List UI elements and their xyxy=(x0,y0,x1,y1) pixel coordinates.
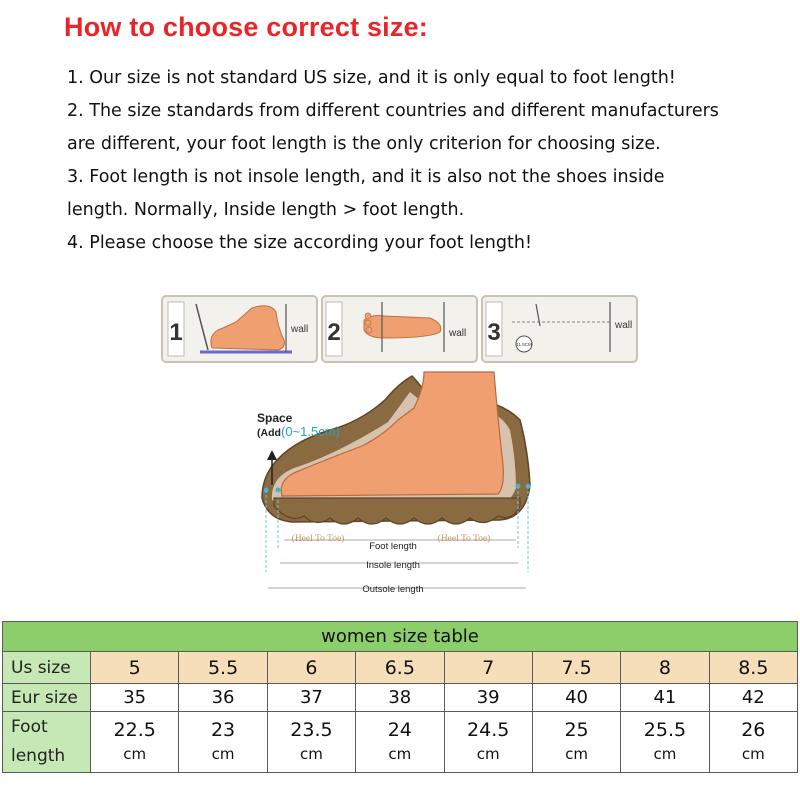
instruction-2-cont: are different, your foot length is the only criterion for choosing size. xyxy=(67,134,661,154)
page-title: How to choose correct size: xyxy=(64,12,428,42)
foot-length-value: 25.5 xyxy=(643,719,687,741)
us-size-cell: 7 xyxy=(444,652,532,684)
unit-label: cm xyxy=(476,745,500,763)
us-size-cell: 5.5 xyxy=(179,652,267,684)
foot-length-cell xyxy=(91,712,179,773)
step-2-number: 2 xyxy=(327,319,341,346)
outsole-length-label: Outsole length xyxy=(362,584,424,595)
size-table-title: women size table xyxy=(3,622,798,652)
instruction-3: 3. Foot length is not insole length, and it is also not the shoes inside xyxy=(67,167,665,187)
us-size-cell: 6 xyxy=(267,652,355,684)
step-2-wall-label: wall xyxy=(449,328,467,339)
foot-length-cell xyxy=(621,712,709,773)
foot-length-value: 25 xyxy=(564,719,589,741)
measuring-diagram xyxy=(0,280,800,610)
foot-length-cell xyxy=(179,712,267,773)
unit-label: cm xyxy=(653,745,677,763)
foot-length-value: 23 xyxy=(210,719,236,741)
eur-size-cell: 35 xyxy=(91,684,179,712)
foot-length-cell xyxy=(532,712,620,773)
step-1-number: 1 xyxy=(169,319,183,346)
eur-size-cell: 41 xyxy=(621,684,709,712)
step-3-number: 3 xyxy=(487,319,501,346)
foot-length-value: 26 xyxy=(741,719,766,741)
foot-length-value: 22.5 xyxy=(113,719,156,741)
unit-label: cm xyxy=(388,745,412,763)
step-1-panel xyxy=(162,296,317,362)
step-3-panel xyxy=(482,296,637,362)
instruction-4: 4. Please choose the size according your foot length! xyxy=(67,233,532,253)
foot-length-value: 24.5 xyxy=(467,719,510,741)
size-table xyxy=(2,621,798,773)
eur-size-cell: 42 xyxy=(709,684,797,712)
step-3-ruler-label: 11.5CM xyxy=(516,342,532,347)
heel-to-toe-left: (Heel To Toe) xyxy=(291,534,345,544)
measurement-lines xyxy=(268,533,526,595)
eur-size-cell: 38 xyxy=(356,684,444,712)
unit-label: cm xyxy=(741,745,765,763)
foot-length-cell xyxy=(356,712,444,773)
eur-size-label: Eur size xyxy=(3,684,91,712)
us-size-label: Us size xyxy=(3,652,91,684)
foot-length-cell xyxy=(709,712,797,773)
insole-length-label: Insole length xyxy=(366,560,420,571)
foot-label-line-1: Foot xyxy=(11,717,48,737)
unit-label: cm xyxy=(565,745,588,763)
foot-length-cell xyxy=(267,712,355,773)
eur-size-cell: 40 xyxy=(532,684,620,712)
step-1-wall-label: wall xyxy=(291,324,309,335)
table-row-us xyxy=(3,652,798,684)
us-size-cell: 7.5 xyxy=(532,652,620,684)
us-size-cell: 5 xyxy=(91,652,179,684)
foot-length-row-label xyxy=(3,712,91,773)
foot-length-label: Foot length xyxy=(369,541,417,552)
foot-length-cell xyxy=(444,712,532,773)
table-row-eur xyxy=(3,684,798,712)
eur-size-cell: 39 xyxy=(444,684,532,712)
us-size-cell: 6.5 xyxy=(356,652,444,684)
us-size-cell: 8.5 xyxy=(709,652,797,684)
us-size-cell: 8 xyxy=(621,652,709,684)
foot-label-line-2: length xyxy=(11,746,66,766)
eur-size-cell: 36 xyxy=(179,684,267,712)
space-label: Space xyxy=(257,411,293,425)
step-3-wall-label: wall xyxy=(615,320,633,331)
add-prefix-label: (Add xyxy=(257,427,281,439)
instruction-1: 1. Our size is not standard US size, and it is only equal to foot length! xyxy=(67,68,676,88)
instruction-2: 2. The size standards from different countries and different manufacturers xyxy=(67,101,719,121)
foot-length-value: 23.5 xyxy=(290,719,333,741)
unit-label: cm xyxy=(211,745,235,763)
heel-to-toe-right: (Heel To Toe) xyxy=(437,534,491,544)
instruction-3-cont: length. Normally, Inside length > foot length. xyxy=(67,200,465,220)
unit-label: cm xyxy=(300,745,323,763)
eur-size-cell: 37 xyxy=(267,684,355,712)
table-row-foot-length xyxy=(3,712,798,773)
unit-label: cm xyxy=(123,745,147,763)
add-range-label: (0~1.5cm) xyxy=(281,424,340,439)
foot-length-value: 24 xyxy=(387,719,412,741)
step-2-panel xyxy=(322,296,477,362)
